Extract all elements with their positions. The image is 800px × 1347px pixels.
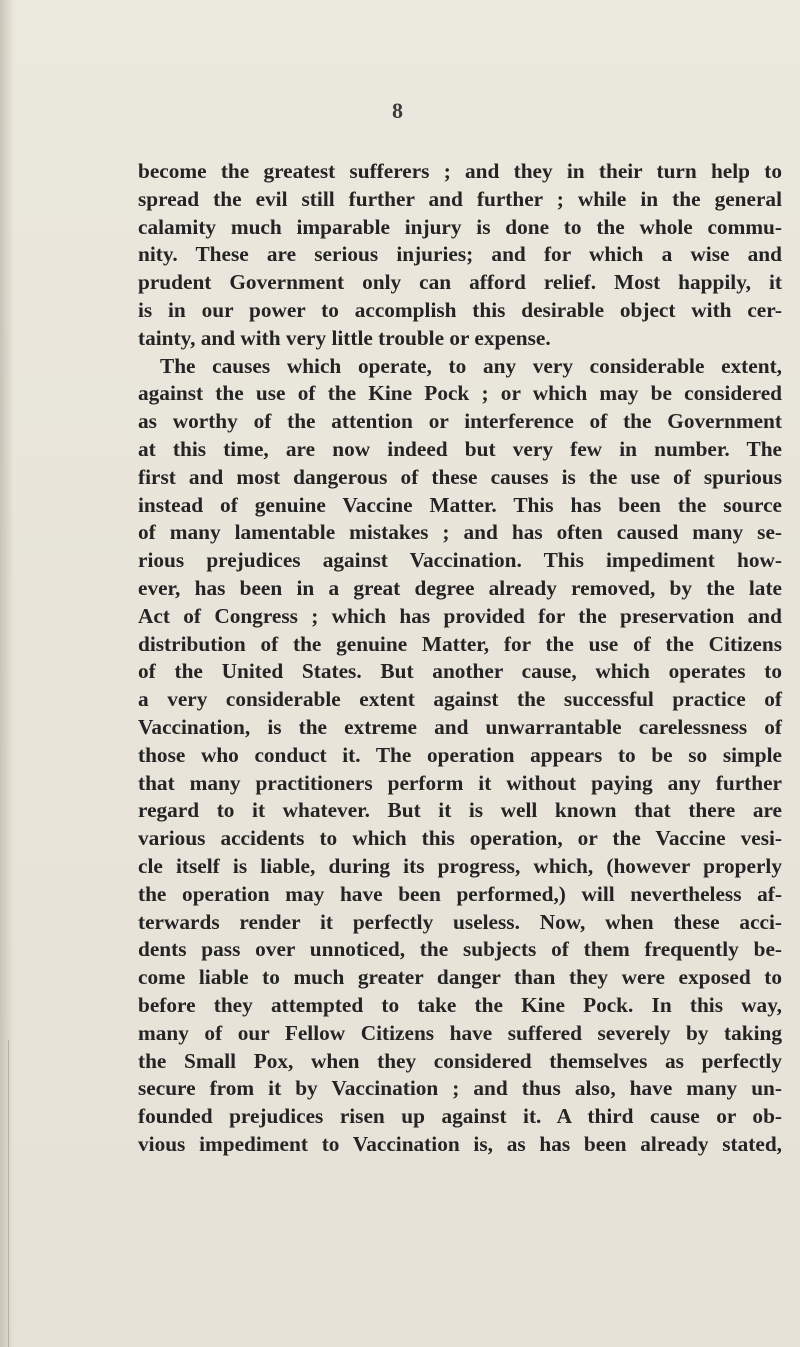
text-line: of the United States. But another cause, which operates to <box>138 659 782 684</box>
text-line: many of our Fellow Citizens have suffered severely by taking <box>138 1020 782 1045</box>
text-line: against the use of the Kine Pock ; or which may be considered <box>138 381 782 406</box>
text-line: vious impediment to Vaccination is, as has been already stated, <box>138 1131 782 1156</box>
page-number: 8 <box>392 98 403 123</box>
page-edge-shadow <box>0 0 14 1347</box>
text-line: of many lamentable mistakes ; and has often caused many se- <box>138 520 782 545</box>
text-line: before they attempted to take the Kine Pock. In this way, <box>138 992 782 1017</box>
text-line: Vaccination, is the extreme and unwarrantable carelessness of <box>138 714 782 739</box>
text-line: instead of genuine Vaccine Matter. This has been the source <box>138 492 782 517</box>
text-line: prudent Government only can afford relief. Most happily, it <box>138 270 782 295</box>
text-line: as worthy of the attention or interference of the Government <box>138 409 782 434</box>
text-line: terwards render it perfectly useless. Now, when these acci- <box>138 909 782 934</box>
text-line: is in our power to accomplish this desirable object with cer- <box>138 297 782 322</box>
text-line: Act of Congress ; which has provided for the preservation and <box>138 603 782 628</box>
text-line: tainty, and with very little trouble or expense. <box>138 325 551 350</box>
text-line: spread the evil still further and further ; while in the general <box>138 186 782 211</box>
text-line: secure from it by Vaccination ; and thus also, have many un- <box>138 1076 782 1101</box>
text-line: dents pass over unnoticed, the subjects of them frequently be- <box>138 937 782 962</box>
text-line: first and most dangerous of these causes is the use of spurious <box>138 464 782 489</box>
text-line: the Small Pox, when they considered themselves as perfectly <box>138 1048 782 1073</box>
text-line: that many practitioners perform it without paying any further <box>138 770 782 795</box>
text-line: at this time, are now indeed but very few in number. The <box>138 436 782 461</box>
text-line: various accidents to which this operation, or the Vaccine vesi- <box>138 826 782 851</box>
text-line: the operation may have been performed,) will nevertheless af- <box>138 881 782 906</box>
text-line: ever, has been in a great degree already removed, by the late <box>138 575 782 600</box>
text-line: The causes which operate, to any very considerable extent, <box>160 353 782 378</box>
text-line: cle itself is liable, during its progress, which, (however properly <box>138 853 782 878</box>
text-line: come liable to much greater danger than they were exposed to <box>138 965 782 990</box>
text-line: distribution of the genuine Matter, for the use of the Citizens <box>138 631 782 656</box>
binding-edge-line <box>8 1040 9 1347</box>
text-line: those who conduct it. The operation appears to be so simple <box>138 742 782 767</box>
text-line: nity. These are serious injuries; and for which a wise and <box>138 242 782 267</box>
text-line: a very considerable extent against the successful practice of <box>138 687 782 712</box>
text-line: rious prejudices against Vaccination. This impediment how- <box>138 548 782 573</box>
text-line: founded prejudices risen up against it. A third cause or ob- <box>138 1104 782 1129</box>
text-line: become the greatest sufferers ; and they in their turn help to <box>138 159 782 183</box>
text-line: regard to it whatever. But it is well known that there are <box>138 798 782 823</box>
body-text <box>138 158 782 1159</box>
text-line: calamity much imparable injury is done to the whole commu- <box>138 214 782 239</box>
